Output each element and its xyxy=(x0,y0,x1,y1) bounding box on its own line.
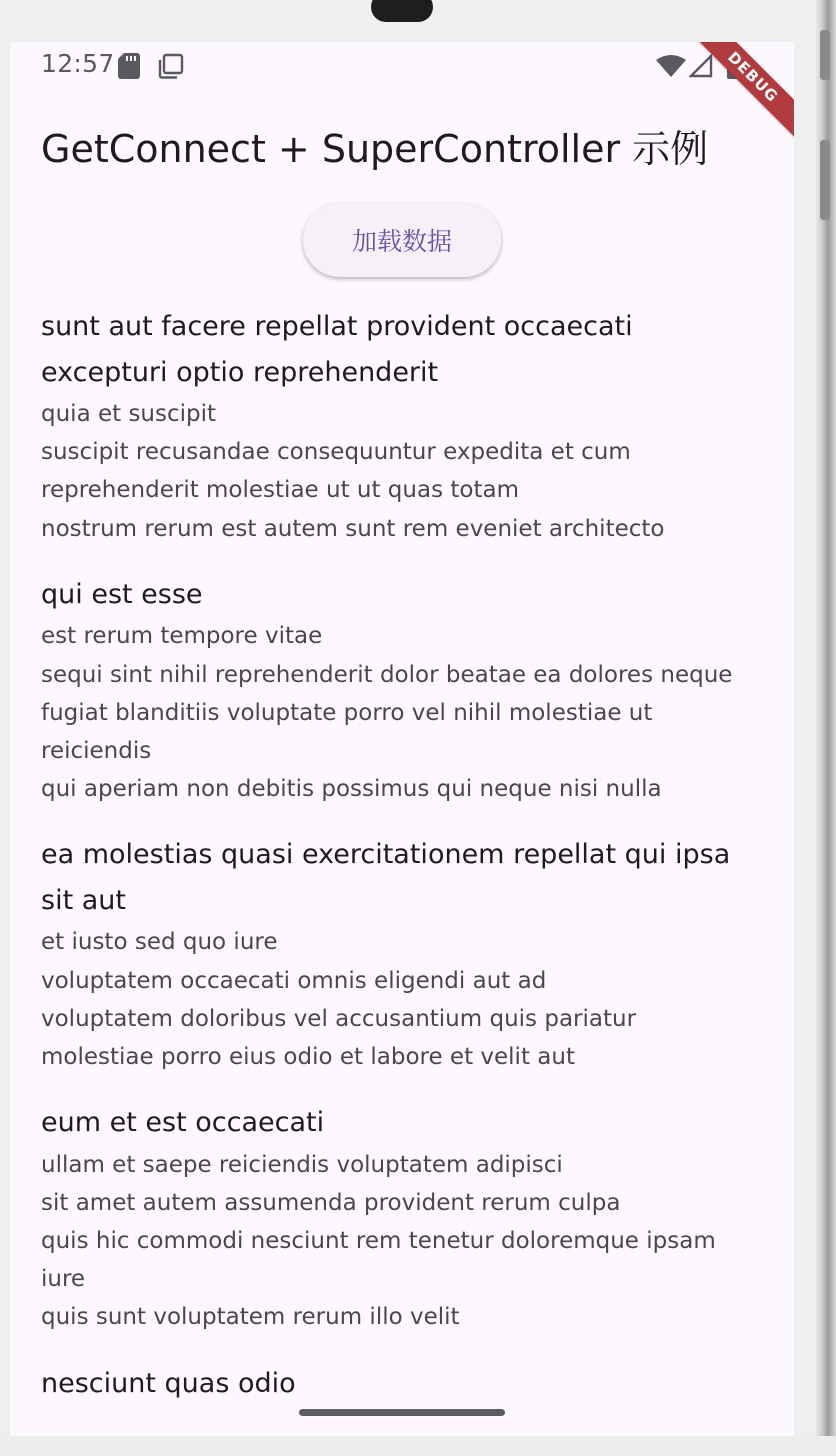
post-title: sunt aut facere repellat provident occaecati excepturi optio reprehenderit xyxy=(41,311,633,388)
post-body: est rerum tempore vitae sequi sint nihil reprehenderit dolor beatae ea dolores neque fugiat blanditiis voluptate porro vel nihil molestiae ut reiciendis qui aperiam non debitis possimus qui neque nisi nulla xyxy=(41,623,733,803)
list-item xyxy=(41,1100,741,1337)
volume-down-button xyxy=(820,140,830,220)
post-title: ea molestias quasi exercitationem repellat qui ipsa sit aut xyxy=(41,839,731,916)
signal-icon xyxy=(689,54,713,78)
list-item xyxy=(41,304,741,548)
front-camera xyxy=(371,0,433,22)
post-title: nesciunt quas odio xyxy=(41,1367,296,1399)
layers-icon xyxy=(158,53,184,79)
device-side-edge xyxy=(816,0,836,1456)
post-title: eum et est occaecati xyxy=(41,1107,325,1139)
sd-card-icon xyxy=(118,53,140,79)
wifi-icon xyxy=(656,55,686,77)
device-bottom-bezel xyxy=(0,1436,836,1456)
status-time: 12:57 xyxy=(41,49,115,78)
post-title: qui est esse xyxy=(41,578,203,610)
app-screen xyxy=(10,42,794,1436)
post-list xyxy=(41,304,741,1430)
load-data-button[interactable]: 加载数据 xyxy=(303,203,501,277)
list-item xyxy=(41,1361,741,1407)
page-title: GetConnect + SuperController 示例 xyxy=(41,127,709,171)
debug-banner: DEBUG xyxy=(684,42,794,146)
post-body: ullam et saepe reiciendis voluptatem adipisci sit amet autem assumenda provident rerum culpa quis hic commodi nesciunt rem tenetur doloremque ipsam iure quis sunt voluptatem rerum illo velit xyxy=(41,1151,716,1331)
post-body: quia et suscipit suscipit recusandae consequuntur expedita et cum reprehenderit molestiae ut ut quas totam nostrum rerum est autem sunt rem eveniet architecto xyxy=(41,401,665,542)
post-body: et iusto sed quo iure voluptatem occaecati omnis eligendi aut ad voluptatem doloribus vel accusantium quis pariatur molestiae porro eius odio et labore et velit aut xyxy=(41,929,637,1070)
gesture-navigation-handle[interactable] xyxy=(299,1409,505,1416)
status-bar xyxy=(10,42,794,106)
list-item xyxy=(41,832,741,1076)
volume-up-button xyxy=(820,30,830,80)
list-item xyxy=(41,572,741,809)
